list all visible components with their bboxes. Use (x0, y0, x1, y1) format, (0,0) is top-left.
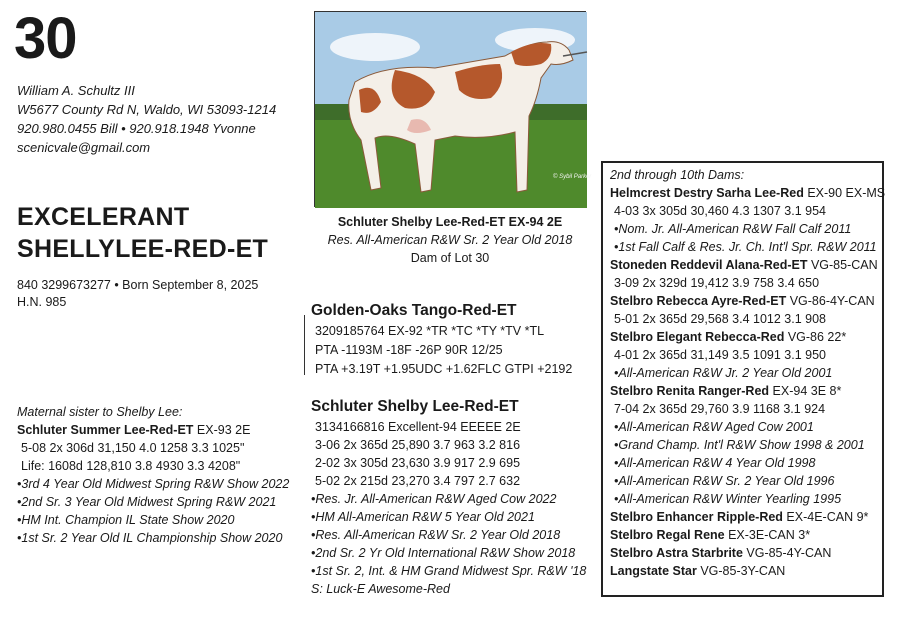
caption-award: Res. All-American R&W Sr. 2 Year Old 2018 (327, 233, 573, 247)
dam-award: •Res. All-American R&W Sr. 2 Year Old 2018 (311, 528, 561, 542)
consignor-email: scenicvale@gmail.com (17, 140, 151, 155)
ancestor-score: EX-90 EX-MS (803, 186, 886, 200)
registration-info (17, 277, 258, 311)
dam-registration: 3134166816 Excellent-94 EEEEE 2E (315, 420, 521, 434)
dam-entry (610, 256, 882, 274)
dam-block (311, 396, 586, 598)
photo-caption (300, 213, 600, 267)
dam-entry (610, 562, 882, 580)
sister-award: •1st Sr. 2 Year Old IL Championship Show 2020 (17, 531, 283, 545)
sister-lifetime: Life: 1608d 128,810 3.8 4930 3.3 4208" (21, 459, 241, 473)
dam-name: Schluter Shelby Lee-Red-ET (311, 398, 519, 415)
sire-registration: 3209185764 EX-92 *TR *TC *TY *TV *TL (315, 324, 545, 338)
sire-name: Golden-Oaks Tango-Red-ET (311, 302, 517, 319)
ancestor-score: EX-3E-CAN 3* (724, 528, 811, 542)
ancestor-score: VG-85-4Y-CAN (742, 546, 832, 560)
sister-award: •3rd 4 Year Old Midwest Spring R&W Show 2022 (17, 477, 290, 491)
dam-award: •HM All-American R&W 5 Year Old 2021 (311, 510, 535, 524)
ancestor-score: VG-85-CAN (807, 258, 878, 272)
ancestor-name: Stelbro Regal Rene (610, 528, 725, 542)
dam-record: 2-02 3x 305d 23,630 3.9 917 2.9 695 (315, 456, 521, 470)
registration-number: 840 3299673277 • Born September 8, 2025 (17, 278, 259, 292)
dam-award: •Res. Jr. All-American R&W Aged Cow 2022 (311, 492, 557, 506)
sire-pta-line: PTA +3.19T +1.95UDC +1.62FLC GTPI +2192 (315, 362, 573, 376)
ancestor-score: VG-86 22* (784, 330, 847, 344)
animal-name-line1: EXCELERANT (17, 203, 190, 231)
consignor-phones: 920.980.0455 Bill • 920.918.1948 Yvonne (17, 121, 256, 136)
ancestor-record: 7-04 2x 365d 29,760 3.9 1168 3.1 924 (614, 402, 826, 416)
dam-entry (610, 382, 882, 400)
ancestor-award: •All-American R&W Aged Cow 2001 (614, 420, 814, 434)
dams-box (601, 161, 884, 597)
ancestor-record: 3-09 2x 329d 19,412 3.9 758 3.4 650 (614, 276, 820, 290)
consignor-name: William A. Schultz III (17, 83, 135, 98)
ancestor-award: •All-American R&W Winter Yearling 1995 (614, 492, 842, 506)
ancestor-record: 4-03 3x 305d 30,460 4.3 1307 3.1 954 (614, 204, 826, 218)
dams-heading: 2nd through 10th Dams: (610, 168, 745, 182)
ancestor-score: VG-85-3Y-CAN (696, 564, 786, 578)
sister-name: Schluter Summer Lee-Red-ET (17, 423, 194, 437)
ancestor-name: Stelbro Enhancer Ripple-Red (610, 510, 783, 524)
sister-score: EX-93 2E (193, 423, 251, 437)
herd-number: H.N. 985 (17, 295, 67, 309)
dam-entry (610, 526, 882, 544)
dam-entry (610, 292, 882, 310)
consignor-address: W5677 County Rd N, Waldo, WI 53093-1214 (17, 102, 277, 117)
ancestor-record: 5-01 2x 365d 29,568 3.4 1012 3.1 908 (614, 312, 826, 326)
ancestor-name: Stelbro Elegant Rebecca-Red (610, 330, 785, 344)
sire-block (311, 300, 572, 379)
ancestor-name: Stoneden Reddevil Alana-Red-ET (610, 258, 808, 272)
ancestor-award: •1st Fall Calf & Res. Jr. Ch. Int'l Spr. R&W 2011 (614, 240, 877, 254)
ancestor-award: •Nom. Jr. All-American R&W Fall Calf 2011 (614, 222, 852, 236)
ancestor-name: Langstate Star (610, 564, 697, 578)
ancestor-name: Stelbro Astra Starbrite (610, 546, 743, 560)
lot-number: 30 (14, 6, 77, 71)
ancestor-score: VG-86-4Y-CAN (786, 294, 875, 308)
ancestor-record: 4-01 2x 365d 31,149 3.5 1091 3.1 950 (614, 348, 826, 362)
animal-name-line2: SHELLYLEE-RED-ET (17, 235, 269, 263)
ancestor-name: Helmcrest Destry Sarha Lee-Red (610, 186, 804, 200)
dam-sire: S: Luck-E Awesome-Red (311, 582, 450, 596)
ancestor-name: Stelbro Renita Ranger-Red (610, 384, 770, 398)
ancestor-score: EX-94 3E 8* (769, 384, 842, 398)
caption-role: Dam of Lot 30 (410, 251, 490, 265)
dam-entry (610, 544, 882, 562)
photo-watermark: © Sybil Parker (553, 174, 592, 180)
dam-record: 5-02 2x 215d 23,270 3.4 797 2.7 632 (315, 474, 521, 488)
pedigree-bracket (304, 315, 305, 375)
ancestor-award: •Grand Champ. Int'l R&W Show 1998 & 2001 (614, 438, 865, 452)
ancestor-score: EX-4E-CAN 9* (782, 510, 869, 524)
maternal-sister-block (17, 403, 289, 547)
consignor-contact (17, 81, 276, 157)
ancestor-award: •All-American R&W 4 Year Old 1998 (614, 456, 816, 470)
sister-award: •HM Int. Champion IL State Show 2020 (17, 513, 235, 527)
animal-name (17, 201, 268, 265)
caption-name: Schluter Shelby Lee-Red-ET EX-94 2E (337, 215, 563, 229)
ancestor-award: •All-American R&W Sr. 2 Year Old 1996 (614, 474, 835, 488)
dam-entry (610, 328, 882, 346)
sister-award: •2nd Sr. 3 Year Old Midwest Spring R&W 2021 (17, 495, 277, 509)
dam-entry (610, 508, 882, 526)
sister-record: 5-08 2x 306d 31,150 4.0 1258 3.3 1025" (21, 441, 245, 455)
sister-heading: Maternal sister to Shelby Lee: (17, 405, 183, 419)
dam-award: •1st Sr. 2, Int. & HM Grand Midwest Spr. R&W '18 (311, 564, 587, 578)
cow-photo (314, 11, 592, 207)
sire-pta-line: PTA -1193M -18F -26P 90R 12/25 (315, 343, 503, 357)
dams-list (610, 184, 886, 580)
dam-record: 3-06 2x 365d 25,890 3.7 963 3.2 816 (315, 438, 521, 452)
ancestor-name: Stelbro Rebecca Ayre-Red-ET (610, 294, 787, 308)
ancestor-award: •All-American R&W Jr. 2 Year Old 2001 (614, 366, 833, 380)
dam-entry (610, 184, 886, 202)
dam-award: •2nd Sr. 2 Yr Old International R&W Show 2018 (311, 546, 576, 560)
